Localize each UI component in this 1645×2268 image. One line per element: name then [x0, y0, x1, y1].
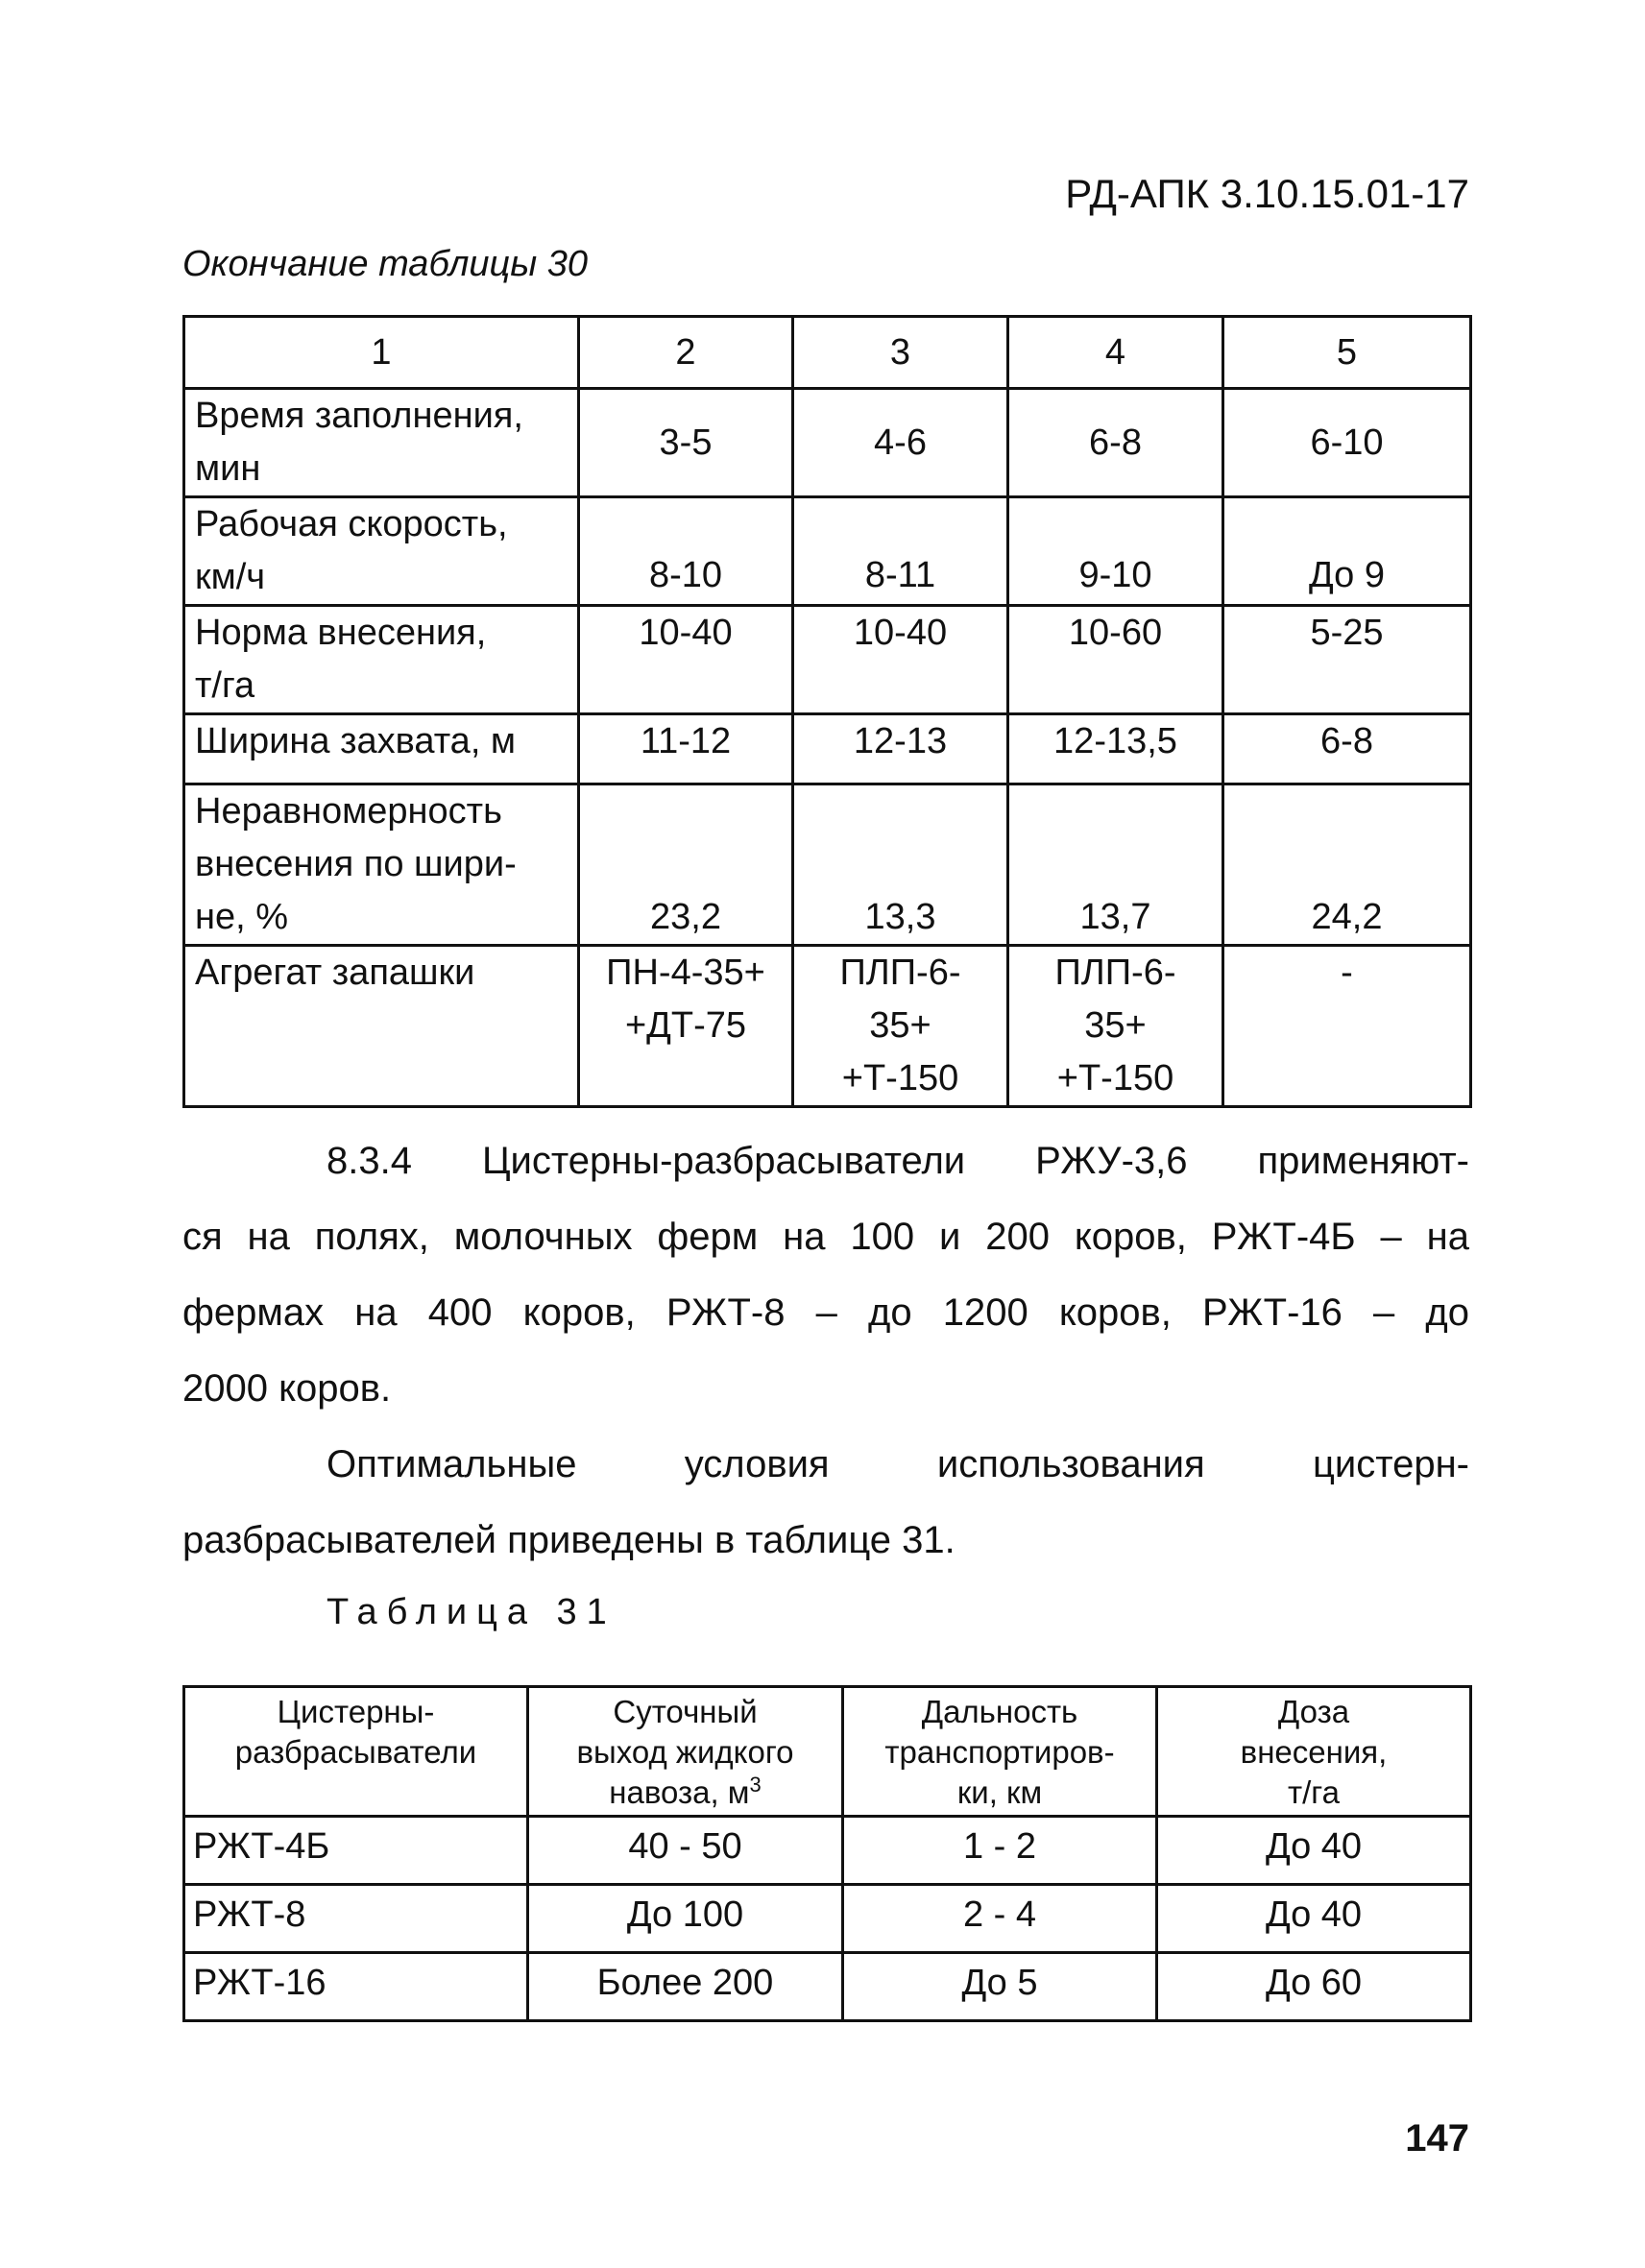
table31-label: Таблица 31: [327, 1592, 617, 1632]
table-cell: 10-60: [1008, 606, 1223, 714]
table-30: [182, 315, 1472, 1108]
table-row: [184, 389, 1471, 497]
table-cell: 6-8: [1008, 389, 1223, 497]
table-cell: 11-12: [579, 714, 793, 784]
paragraph-line: фермах на 400 коров, РЖТ-8 – до 1200 коров, РЖТ-16 – до: [182, 1291, 1469, 1334]
document-code: РД-АПК 3.10.15.01-17: [1065, 171, 1469, 216]
table-cell: ПЛП-6- 35+ +Т-150: [793, 946, 1008, 1107]
table-row: [184, 1817, 1471, 1885]
column-header: Суточный выход жидкого навоза, $м^3$: [528, 1687, 843, 1817]
table-row: [184, 1885, 1471, 1953]
column-header: Цистерны- разбрасыватели: [184, 1687, 528, 1817]
paragraph-line: Оптимальные условия использования цистерн-: [327, 1443, 1469, 1485]
table-cell: 6-10: [1223, 389, 1471, 497]
table-cell: ПЛП-6- 35+ +Т-150: [1008, 946, 1223, 1107]
paragraph-line: разбрасывателей приведены в таблице 31.: [182, 1519, 956, 1561]
table-cell: 5-25: [1223, 606, 1471, 714]
row-label: Норма внесения, т/га: [184, 606, 579, 714]
paragraph-optimal-conditions: [182, 1427, 1469, 1579]
column-number: 3: [793, 317, 1008, 389]
table-row: [184, 946, 1471, 1107]
paragraph-line: ся на полях, молочных ферм на 100 и 200 коров, РЖТ-4Б – на: [182, 1216, 1469, 1258]
table-cell: 8-10: [579, 497, 793, 606]
table-header-row: [184, 317, 1471, 389]
column-number: 1: [184, 317, 579, 389]
row-label: Ширина захвата, м: [184, 714, 579, 784]
table-cell: 9-10: [1008, 497, 1223, 606]
table-cell: 6-8: [1223, 714, 1471, 784]
table-cell: До 40: [1157, 1817, 1471, 1885]
table-cell: РЖТ-16: [184, 1953, 528, 2021]
table-cell: 4-6: [793, 389, 1008, 497]
page-number: 147: [1405, 2117, 1469, 2159]
column-number: 4: [1008, 317, 1223, 389]
table-cell: 13,7: [1008, 784, 1223, 946]
table-cell: ПН-4-35+ +ДТ-75: [579, 946, 793, 1107]
column-number: 2: [579, 317, 793, 389]
table-row: [184, 714, 1471, 784]
table-cell: РЖТ-4Б: [184, 1817, 528, 1885]
table-cell: РЖТ-8: [184, 1885, 528, 1953]
table-cell: До 60: [1157, 1953, 1471, 2021]
table-row: [184, 497, 1471, 606]
table-cell: 23,2: [579, 784, 793, 946]
table-cell: 10-40: [579, 606, 793, 714]
row-label: Время заполнения, мин: [184, 389, 579, 497]
table-cell: 2 - 4: [843, 1885, 1157, 1953]
table-cell: 40 - 50: [528, 1817, 843, 1885]
table-cell: До 100: [528, 1885, 843, 1953]
table-cell: 10-40: [793, 606, 1008, 714]
table-header-row: [184, 1687, 1471, 1817]
row-label: Неравномерность внесения по шири- не, %: [184, 784, 579, 946]
table-row: [184, 606, 1471, 714]
paragraph-line: 2000 коров.: [182, 1367, 392, 1410]
row-label: Рабочая скорость, км/ч: [184, 497, 579, 606]
table-cell: -: [1223, 946, 1471, 1107]
table-cell: До 5: [843, 1953, 1157, 2021]
table-cell: 1 - 2: [843, 1817, 1157, 1885]
column-header: Дальность транспортиров- ки, км: [843, 1687, 1157, 1817]
table-cell: 3-5: [579, 389, 793, 497]
table-cell: 8-11: [793, 497, 1008, 606]
table-cell: 13,3: [793, 784, 1008, 946]
table-cell: Более 200: [528, 1953, 843, 2021]
table-cell: 24,2: [1223, 784, 1471, 946]
table-cell: До 40: [1157, 1885, 1471, 1953]
table-cell: 12-13,5: [1008, 714, 1223, 784]
table-cell: 12-13: [793, 714, 1008, 784]
table-31: [182, 1685, 1472, 2022]
column-number: 5: [1223, 317, 1471, 389]
paragraph-line: 8.3.4 Цистерны-разбрасыватели РЖУ-3,6 применяют-: [327, 1140, 1469, 1182]
table-cell: До 9: [1223, 497, 1471, 606]
table30-caption: Окончание таблицы 30: [182, 244, 589, 284]
column-header: Доза внесения, т/га: [1157, 1687, 1471, 1817]
table-row: [184, 1953, 1471, 2021]
table-row: [184, 784, 1471, 946]
row-label: Агрегат запашки: [184, 946, 579, 1107]
paragraph-8-3-4: [182, 1123, 1469, 1427]
